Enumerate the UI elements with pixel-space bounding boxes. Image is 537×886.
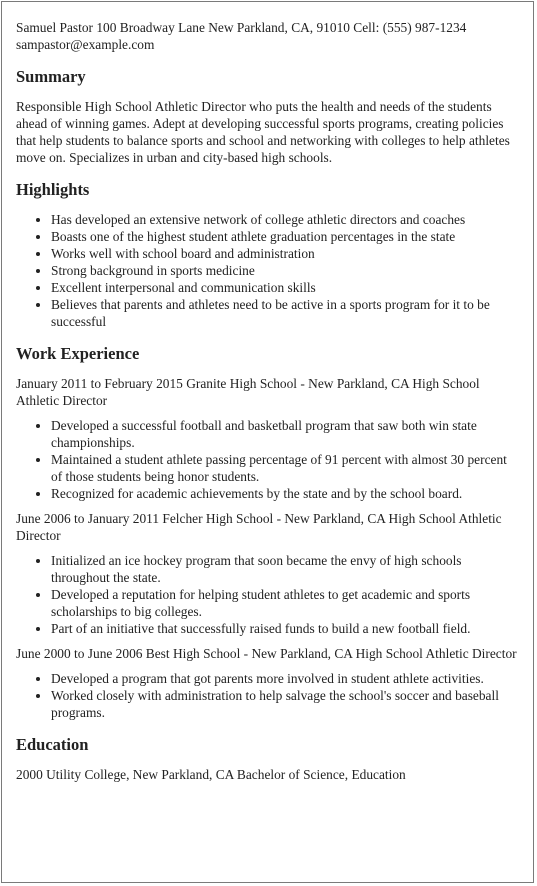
job-bullet: • Maintained a student athlete passing percentage of 91 percent with almost 30 percent of those students being honor students. [51,451,519,485]
job-entry [16,645,519,721]
job-header: June 2006 to January 2011 Felcher High School - New Parkland, CA High School Athletic Director [16,511,502,543]
job-bullets [16,670,519,721]
job-bullet: • Initialized an ice hockey program that soon became the envy of high schools throughout the state. [51,552,519,586]
highlights-heading: Highlights [16,180,90,199]
job-bullet: • Part of an initiative that successfully raised funds to build a new football field. [51,620,519,637]
job-bullet: • Worked closely with administration to help salvage the school's soccer and baseball programs. [51,687,519,721]
highlight-item: • Has developed an extensive network of college athletic directors and coaches [51,211,519,228]
summary-heading: Summary [16,67,86,86]
job-bullets [16,552,519,637]
job-bullet: • Recognized for academic achievements by the state and by the school board. [51,485,519,502]
job-bullets [16,417,519,502]
highlight-item: • Excellent interpersonal and communication skills [51,279,519,296]
highlight-item: • Strong background in sports medicine [51,262,519,279]
job-header: January 2011 to February 2015 Granite High School - New Parkland, CA High School Athletic Director [16,376,480,408]
highlights-list [16,211,519,330]
highlight-item: • Believes that parents and athletes need to be active in a sports program for it to be successful [51,296,519,330]
resume-page [1,1,534,883]
highlight-item: • Works well with school board and administration [51,245,519,262]
job-bullet: • Developed a successful football and basketball program that saw both win state championships. [51,417,519,451]
contact-line: Samuel Pastor 100 Broadway Lane New Parkland, CA, 91010 Cell: (555) 987-1234 sampastor@example.com [16,20,467,52]
summary-text: Responsible High School Athletic Director who puts the health and needs of the students ahead of winning games. Adept at developing successful sports programs, creating policies that help students to balance sports and school and networking with colleges to help athletes move on. Specializes in urban and city-based high schools. [16,99,510,165]
job-header: June 2000 to June 2006 Best High School - New Parkland, CA High School Athletic Director [16,646,517,661]
job-entry [16,375,519,502]
highlight-item: • Boasts one of the highest student athlete graduation percentages in the state [51,228,519,245]
experience-heading: Work Experience [16,344,140,363]
job-bullet: • Developed a reputation for helping student athletes to get academic and sports scholarships to big colleges. [51,586,519,620]
job-bullet: • Developed a program that got parents more involved in student athlete activities. [51,670,519,687]
education-heading: Education [16,735,89,754]
education-entry: 2000 Utility College, New Parkland, CA Bachelor of Science, Education [16,767,406,782]
job-entry [16,510,519,637]
